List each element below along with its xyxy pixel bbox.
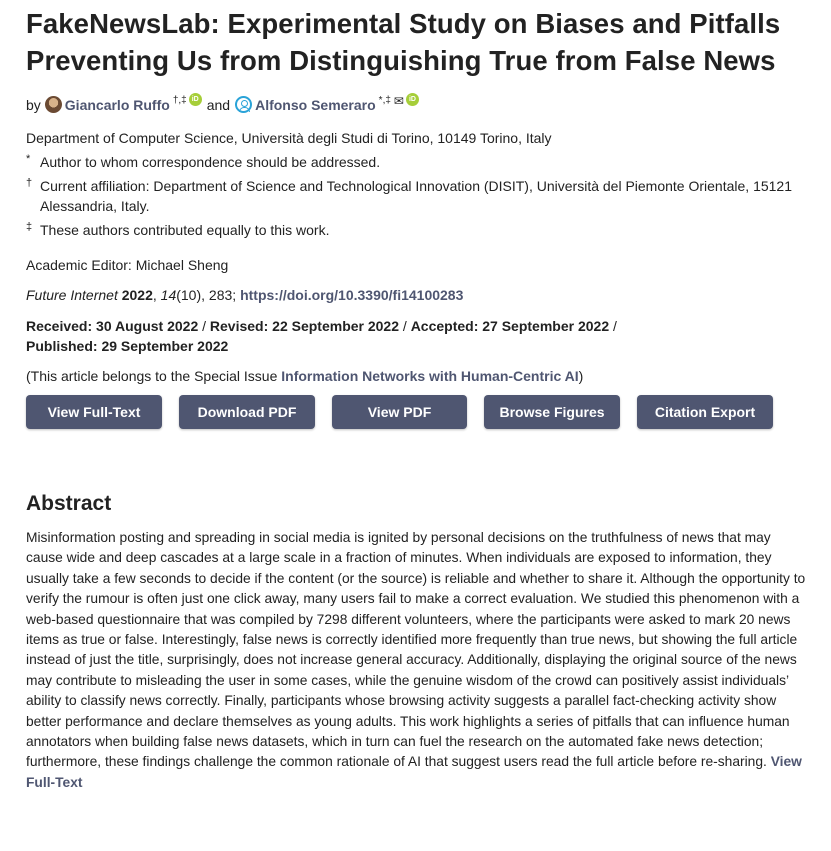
citation-issue-pages: (10), 283;: [176, 287, 237, 303]
action-buttons: [26, 395, 805, 429]
view-pdf-button[interactable]: View PDF: [332, 395, 467, 429]
date-accepted: Accepted: 27 September 2022: [410, 318, 610, 334]
special-issue-suffix: ): [578, 368, 584, 384]
date-separator: /: [198, 318, 210, 334]
browse-figures-button[interactable]: Browse Figures: [484, 395, 620, 429]
download-pdf-button[interactable]: Download PDF: [179, 395, 315, 429]
footnote-mark: †: [26, 177, 33, 189]
footnote-text: These authors contributed equally to this work.: [40, 222, 330, 238]
citation-volume: 14: [160, 287, 177, 303]
abstract-text: [26, 528, 811, 793]
journal-name: Future Internet: [26, 287, 118, 303]
footnote-mark: *: [26, 153, 31, 165]
footnote-mark: ‡: [26, 221, 33, 233]
footnote-correspondence: [26, 152, 805, 172]
footnote-equal-contribution: [26, 220, 805, 240]
date-separator: /: [399, 318, 411, 334]
date-published: Published: 29 September 2022: [26, 338, 229, 354]
author-marks-semeraro: *,‡: [378, 95, 391, 106]
by-label: by: [26, 96, 41, 113]
special-issue-prefix: (This article belongs to the Special Issue: [26, 368, 282, 384]
author-link-ruffo[interactable]: Giancarlo Ruffo: [64, 96, 170, 113]
and-label: and: [206, 96, 231, 113]
date-received: Received: 30 August 2022: [26, 318, 199, 334]
footnote-text: Author to whom correspondence should be addressed.: [40, 154, 381, 170]
special-issue-note: [26, 368, 805, 384]
publication-dates: [26, 316, 666, 356]
abstract-heading: Abstract: [26, 492, 112, 515]
author-line: [26, 93, 805, 113]
author-photo-icon[interactable]: [45, 96, 62, 113]
special-issue-link[interactable]: Information Networks with Human-Centric AI: [281, 368, 579, 384]
orcid-icon[interactable]: iD: [406, 93, 419, 106]
academic-editor: Academic Editor: Michael Sheng: [26, 257, 229, 273]
date-separator: /: [609, 318, 617, 334]
citation-export-button[interactable]: Citation Export: [637, 395, 773, 429]
footnote-text: Current affiliation: Department of Science and Technological Innovation (DISIT), Università del Piemonte Orientale, 15121 Alessandria, Italy.: [40, 178, 793, 214]
article-title: FakeNewsLab: Experimental Study on Biases and Pitfalls Preventing Us from Distinguishing True from False News: [26, 8, 781, 76]
abstract-body: Misinformation posting and spreading in social media is ignited by personal decisions on the truthfulness of news that may cause wide and deep cascades at a large scale in a fraction of minutes. When individuals are exposed to information, they usually take a few seconds to decide if the content (or the source) is reliable and whether to share it. Although the opportunity to verify the rumour is often just one click away, many users fail to make a correct evaluation. We studied this phenomenon with a web-based questionnaire that was compiled by 7298 different volunteers, where the participants were asked to mark 20 news items as true or false. Interestingly, false news is correctly identified more frequently than true news, but showing the full article instead of just the title, surprisingly, does not increase general accuracy. Additionally, displaying the original source of the news may contribute to misleading the user in some cases, while the genuine wisdom of the crowd can positively assist individuals’ ability to classify news correctly. Finally, participants whose browsing activity suggests a parallel fact-checking activity show better performance and declare themselves as young adults. This work highlights a series of pitfalls that can influence human annotators when building false news datasets, which in turn can fuel the research on the automated fake news detection; furthermore, these findings challenge the common rationale of AI that suggest users read the full article before re-sharing.: [26, 530, 806, 770]
view-full-text-button[interactable]: View Full-Text: [26, 395, 162, 429]
mail-icon[interactable]: ✉: [393, 93, 404, 108]
citation-year: 2022: [121, 287, 153, 303]
author-link-semeraro[interactable]: Alfonso Semeraro: [255, 96, 376, 113]
author-marks-ruffo: †,‡: [172, 95, 187, 106]
affiliation: Department of Computer Science, Università degli Studi di Torino, 10149 Torino, Italy: [26, 130, 552, 146]
orcid-icon[interactable]: iD: [189, 93, 202, 106]
citation-line: Future Internet 2022, 14(10), 283; https://doi.org/10.3390/fi14100283: [26, 287, 464, 303]
abstract-full-text-link[interactable]: View Full-Text: [26, 754, 802, 790]
author-generic-icon[interactable]: [235, 96, 252, 113]
date-revised: Revised: 22 September 2022: [209, 318, 400, 334]
footnote-current-affiliation: [26, 176, 805, 216]
doi-link[interactable]: https://doi.org/10.3390/fi14100283: [240, 287, 464, 303]
